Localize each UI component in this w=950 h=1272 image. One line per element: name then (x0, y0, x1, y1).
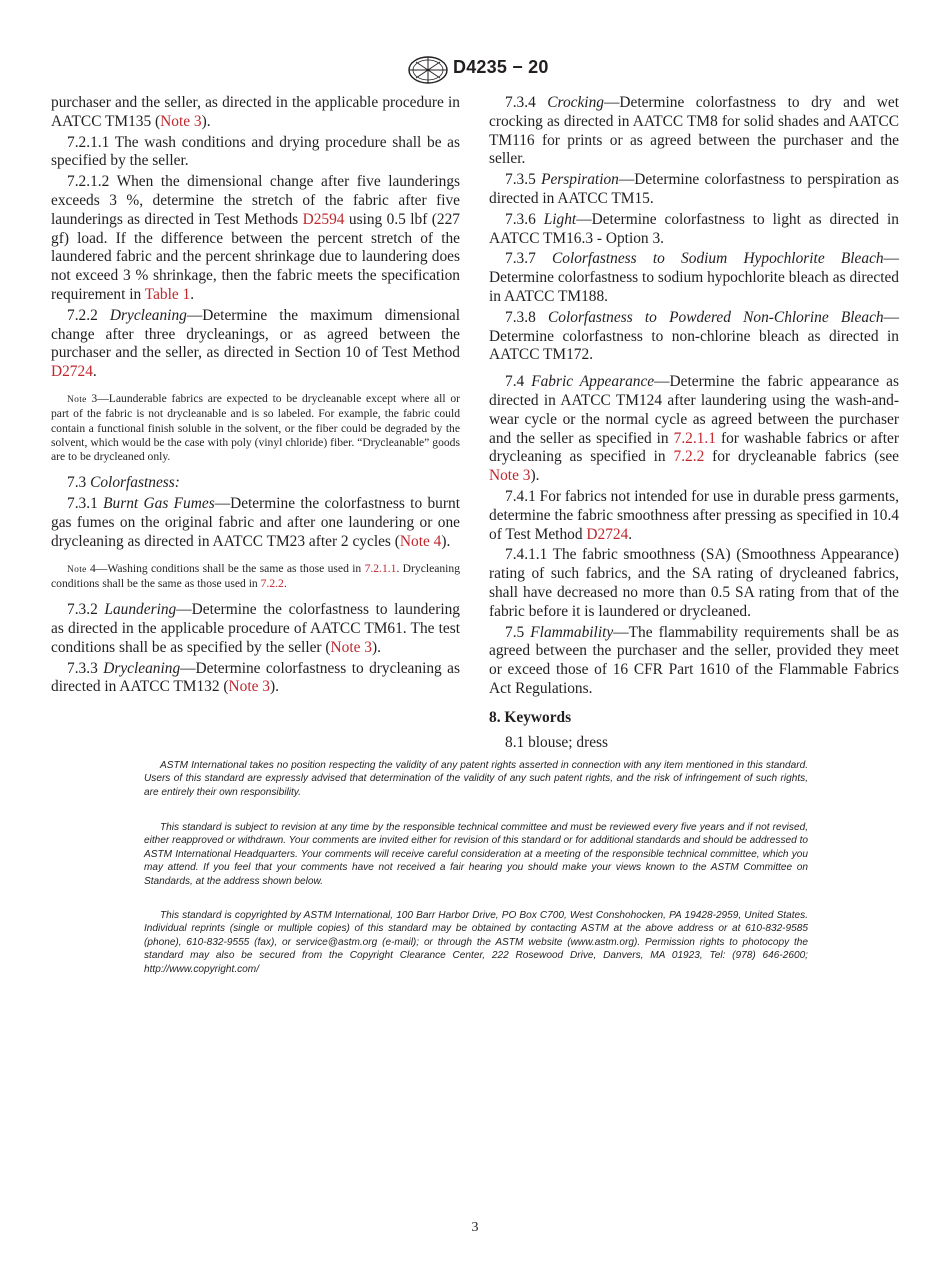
paragraph-7-2-2: 7.2.2 Drycleaning—Determine the maximum dimensional change after three drycleanings, or as agreed between the purchaser and the seller, as directed in Section 10 of Test Method D2724. (51, 306, 460, 381)
paragraph-7-3-5: 7.3.5 Perspiration—Determine colorfastness to perspiration as directed in AATCC TM15. (489, 171, 899, 207)
paragraph-7-3-7: 7.3.7 Colorfastness to Sodium Hypochlorite Bleach—Determine colorfastness to sodium hypochlorite bleach as directed in AATCC TM188. (489, 250, 899, 305)
paragraph-7-4-1-1: 7.4.1.1 The fabric smoothness (SA) (Smoothness Appearance) rating of such fabrics, and the SA rating of drycleaned fabrics, shall have decreased no more than 0.5 SA rating from that of the fabric before it is laundered or drycleaned. (489, 546, 899, 620)
note-4-link[interactable]: Note 4 (399, 532, 442, 550)
note-3-link[interactable]: Note 3 (160, 112, 202, 130)
keywords-text: 8.1 blouse; dress (505, 733, 609, 751)
footer-copyright-notice: This standard is copyrighted by ASTM International, 100 Barr Harbor Drive, PO Box C700, West Conshohocken, PA 19428-2959, United States. Individual reprints (single or multiple copies) of this standard may be obtained by contacting ASTM at the above address or at 610-832-9585 (phone), 610-832-9555 (fax), or service@astm.org (e-mail); or through the ASTM website (www.astm.org). Permission rights to photocopy the standard may also be secured from the Copyright Clearance Center, 222 Rosewood Drive, Danvers, MA 01923, Tel: (978) 646-2600; http://www.copyright.com/ (144, 910, 808, 975)
left-column (51, 94, 460, 699)
paragraph-7-3-3: 7.3.3 Drycleaning—Determine colorfastness to drycleaning as directed in AATCC TM132 (Note 3). (51, 659, 460, 696)
d2594-link[interactable]: D2594 (302, 210, 345, 228)
paragraph: purchaser and the seller, as directed in the applicable procedure in AATCC TM135 (Note 3). (51, 94, 460, 130)
paragraph-7-3-4: 7.3.4 Crocking—Determine colorfastness to dry and wet crocking as directed in AATCC TM8 for solid shades and AATCC TM116 for prints or as agreed between the purchaser and the seller. (489, 94, 899, 168)
page-number: 3 (471, 1220, 479, 1235)
section-7-2-1-1-link[interactable]: 7.2.1.1 (364, 561, 397, 575)
paragraph-7-3-1: 7.3.1 Burnt Gas Fumes—Determine the colorfastness to burnt gas fumes on the original fabric and after one laundering or one drycleaning as directed in AATCC TM23 after 2 cycles (Note 4). (51, 495, 460, 550)
d2724-link[interactable]: D2724 (586, 525, 629, 543)
paragraph-7-4: 7.4 Fabric Appearance—Determine the fabric appearance as directed in AATCC TM124 after laundering using the wash-and-wear cycle or the normal cycle as agreed between the purchaser and the seller as specified in 7.2.1.1 for washable fabrics or after drycleaning as specified in 7.2.2 for drycleanable fabrics (see Note 3). (489, 373, 899, 485)
keywords-heading: 8. Keywords (489, 708, 572, 726)
page-header (0, 56, 950, 86)
table-1-link[interactable]: Table 1 (144, 285, 191, 303)
d2724-link[interactable]: D2724 (51, 363, 93, 381)
note-3-link[interactable]: Note 3 (228, 678, 271, 696)
footer-revision-notice: This standard is subject to revision at any time by the responsible technical committee and must be reviewed every five years and if not revised, either reapproved or withdrawn. Your comments are invited either for revision of this standard or for additional standards and should be addressed to ASTM International Headquarters. Your comments will receive careful consideration at a meeting of the responsible technical committee, which you may attend. If you feel that your comments have not received a fair hearing you should make your views known to the ASTM Committee on Standards, at the address shown below. (144, 822, 808, 887)
paragraph-7-2-1-1: 7.2.1.1 The wash conditions and drying procedure shall be as specified by the seller. (51, 133, 460, 170)
document-number: D4235 − 20 (453, 57, 549, 77)
paragraph-7-3-2: 7.3.2 Laundering—Determine the colorfastness to laundering as directed in the applicable procedure of AATCC TM61. The test conditions shall be as specified by the seller (Note 3). (51, 601, 460, 656)
paragraph-7-3-6: 7.3.6 Light—Determine colorfastness to light as directed in AATCC TM16.3 - Option 3. (489, 210, 899, 247)
note-3-link[interactable]: Note 3 (489, 467, 531, 485)
astm-logo-icon (408, 56, 448, 84)
paragraph-7-5: 7.5 Flammability—The flammability requirements shall be as agreed between the purchaser and the seller, provided they meet or exceed those of 16 CFR Part 1610 of the Flammable Fabrics Act Regulations. (489, 623, 899, 697)
note-4: Note 4—Washing conditions shall be the same as those used in 7.2.1.1. Drycleaning conditions shall be the same as those used in 7.2.2. (51, 561, 460, 590)
paragraph-7-2-1-2: 7.2.1.2 When the dimensional change after five launderings exceeds 3 %, determine the stretch of the fabric after five launderings as directed in Test Methods D2594 using 0.5 lbf (227 gf) load. If the difference between the percent stretch of the laundered fabric and the percent shrinkage due to laundering does not exceed 3 % shrinkage, then the fabric meets the specification requirement in Table 1. (51, 173, 460, 303)
paragraph-7-3: 7.3 Colorfastness: (67, 474, 180, 492)
section-7-2-2-link[interactable]: 7.2.2 (673, 448, 705, 466)
note-3-link[interactable]: Note 3 (330, 638, 372, 656)
footer-patent-notice: ASTM International takes no position respecting the validity of any patent rights asserted in connection with any item mentioned in this standard. Users of this standard are expressly advised that determination of the validity of any such patent rights, and the risk of infringement of such rights, are entirely their own responsibility. (144, 760, 808, 798)
note-3: Note 3—Launderable fabrics are expected to be drycleanable except where all or part of the fabric is not drycleanable and is so labeled. For example, the fabric could contain a functional finish soluble in the solvent, or the fiber could be degraded by the solvent, which would be the case with poly (vinyl chloride) fiber. “Drycleanable” goods are to be drycleaned only. (51, 391, 460, 464)
section-7-2-2-link[interactable]: 7.2.2 (260, 576, 284, 590)
section-7-2-1-1-link[interactable]: 7.2.1.1 (673, 429, 716, 447)
paragraph-7-4-1: 7.4.1 For fabrics not intended for use in durable press garments, determine the fabric smoothness after pressing as specified in 10.4 of Test Method D2724. (489, 487, 899, 543)
paragraph-7-3-8: 7.3.8 Colorfastness to Powdered Non-Chlorine Bleach—Determine colorfastness to non-chlorine bleach as directed in AATCC TM172. (489, 308, 899, 364)
right-column (489, 94, 899, 754)
